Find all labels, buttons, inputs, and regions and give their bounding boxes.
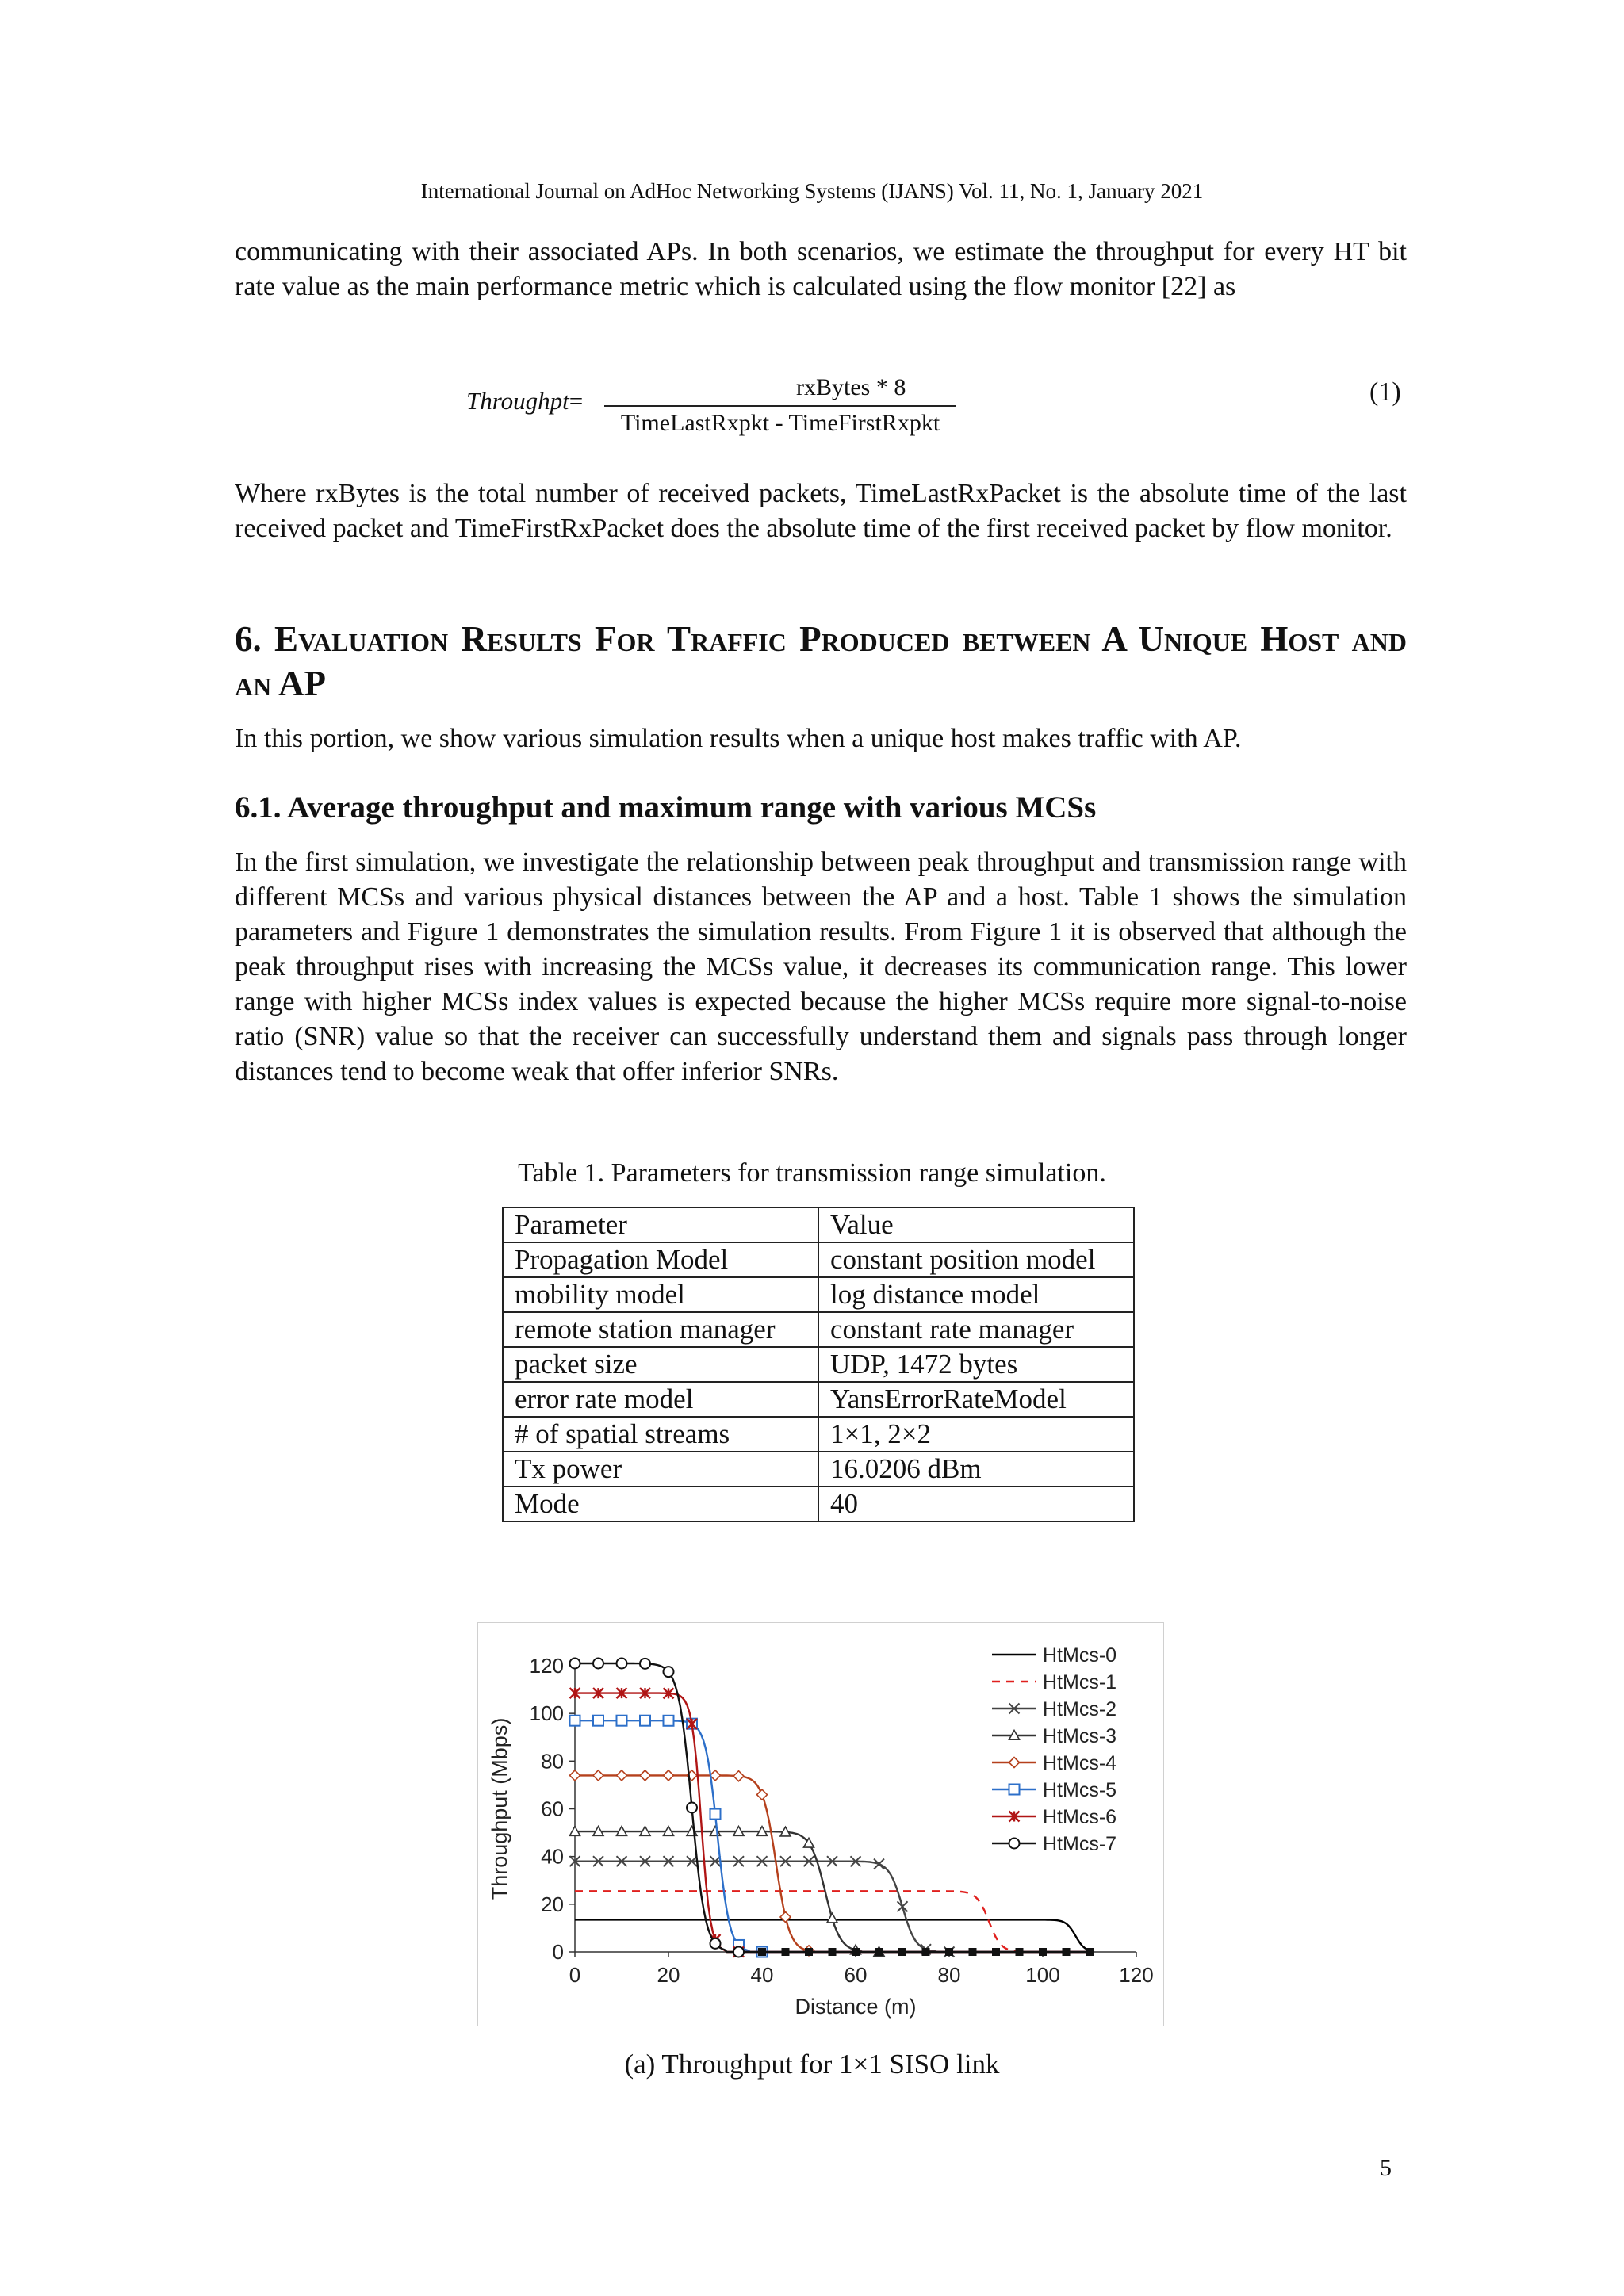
zero-marker — [1016, 1948, 1024, 1956]
equation-throughput — [0, 363, 1624, 450]
y-tick-label: 20 — [541, 1892, 564, 1916]
table-row — [503, 1382, 1134, 1417]
y-tick-label: 0 — [552, 1940, 564, 1964]
equation-denominator: TimeLastRxpkt - TimeFirstRxpkt — [620, 410, 940, 436]
data-point — [593, 1658, 603, 1668]
zero-marker — [992, 1948, 1000, 1956]
table-cell-parameter: error rate model — [503, 1382, 818, 1417]
table-cell-parameter: Mode — [503, 1487, 818, 1521]
table-cell-value: log distance model — [818, 1277, 1134, 1312]
zero-marker — [1063, 1948, 1071, 1956]
y-tick-label: 120 — [529, 1654, 564, 1678]
figure-caption: (a) Throughput for 1×1 SISO link — [624, 2049, 1000, 2080]
data-point — [593, 1716, 603, 1726]
zero-marker — [1086, 1948, 1094, 1956]
data-point — [640, 1659, 650, 1669]
data-point — [664, 1716, 674, 1726]
data-point — [570, 1770, 580, 1781]
zero-marker — [945, 1948, 953, 1956]
y-tick-label: 40 — [541, 1844, 564, 1869]
series-line-htmcs-2 — [575, 1862, 1090, 1952]
legend-label: HtMcs-3 — [1043, 1725, 1117, 1747]
legend-entry — [992, 1806, 1116, 1828]
table-cell-value: 16.0206 dBm — [818, 1452, 1134, 1487]
zero-marker — [898, 1948, 906, 1956]
series-htmcs-7 — [570, 1658, 1094, 1957]
table-row — [503, 1452, 1134, 1487]
data-point — [710, 1809, 721, 1820]
zero-marker — [805, 1948, 813, 1956]
data-point — [664, 1770, 674, 1781]
paragraph-section-intro: In this portion, we show various simulation results when a unique host makes traffic with AP. — [235, 724, 1242, 753]
equation-number: (1) — [1369, 377, 1401, 407]
data-point — [664, 1667, 674, 1677]
zero-marker — [852, 1948, 860, 1956]
series-htmcs-0 — [575, 1919, 1090, 1950]
table-row — [503, 1277, 1134, 1312]
table-cell-value: constant position model — [818, 1242, 1134, 1277]
series-htmcs-4 — [570, 1770, 1094, 1956]
series-htmcs-2 — [570, 1856, 1094, 1957]
zero-marker — [969, 1948, 977, 1956]
legend-label: HtMcs-4 — [1043, 1752, 1117, 1774]
table-row — [503, 1347, 1134, 1382]
y-tick-label: 60 — [541, 1797, 564, 1821]
x-tick-label: 0 — [569, 1963, 581, 1987]
data-point — [593, 1770, 603, 1781]
data-point — [640, 1770, 650, 1781]
legend-label: HtMcs-6 — [1043, 1806, 1117, 1828]
table-cell-value: UDP, 1472 bytes — [818, 1347, 1134, 1382]
data-point — [733, 1947, 744, 1957]
x-tick-label: 120 — [1119, 1963, 1154, 1987]
table-cell-parameter: Propagation Model — [503, 1242, 818, 1277]
legend-entry — [992, 1671, 1116, 1693]
paragraph-intro: communicating with their associated APs. In both scenarios, we estimate the throughput for every HT bit rate value as the main performance metric which is calculated using the flow monitor [22] as — [235, 237, 1407, 301]
table-cell-parameter: packet size — [503, 1347, 818, 1382]
table-cell-value: constant rate manager — [818, 1312, 1134, 1347]
series-line-htmcs-4 — [575, 1775, 1090, 1952]
x-tick-label: 20 — [657, 1963, 680, 1987]
table-row — [503, 1487, 1134, 1521]
data-point — [687, 1802, 697, 1812]
legend-entry — [992, 1779, 1116, 1801]
x-tick-label: 80 — [937, 1963, 961, 1987]
running-head: International Journal on AdHoc Networking Systems (IJANS) Vol. 11, No. 1, January 2021 — [420, 179, 1204, 203]
equation-numerator: rxBytes * 8 — [796, 374, 906, 400]
table-caption: Table 1. Parameters for transmission range simulation. — [518, 1158, 1106, 1188]
zero-marker — [1039, 1948, 1047, 1956]
equation-lhs-symbol: Throughpt — [466, 387, 569, 415]
paragraph-simulation: In the first simulation, we investigate the relationship between peak throughput and transmission range with different MCSs and various physical distances between the AP and a host. Table 1 shows the simulation parameters and Figure 1 demonstrates the simulation results. From Figure 1 it is observed that although the peak throughput rises with increasing the MCSs value, it decreases its communication range. This lower range with higher MCSs index values is expected because the higher MCSs require more signal-to-noise ratio (SNR) value so that the receiver can successfully understand them and signals pass through longer distances tend to become weak that offer inferior SNRs. — [235, 848, 1407, 1086]
zero-marker — [922, 1948, 930, 1956]
table-cell-parameter: # of spatial streams — [503, 1417, 818, 1452]
table-cell-parameter: Parameter — [503, 1207, 818, 1242]
zero-marker — [829, 1948, 837, 1956]
table-cell-value: 1×1, 2×2 — [818, 1417, 1134, 1452]
legend-entry — [992, 1725, 1116, 1747]
equation-equals: = — [569, 387, 584, 415]
table-row — [503, 1207, 1134, 1242]
data-point — [570, 1658, 580, 1668]
x-tick-label: 100 — [1025, 1963, 1060, 1987]
x-axis-title: Distance (m) — [795, 1995, 917, 2019]
table-cell-value: 40 — [818, 1487, 1134, 1521]
data-point — [757, 1789, 768, 1800]
y-tick-label: 100 — [529, 1701, 564, 1726]
legend-entry — [992, 1644, 1116, 1667]
data-point — [617, 1659, 627, 1669]
x-tick-label: 40 — [750, 1963, 774, 1987]
section-heading: 6. Evaluation Results For Traffic Produced between A Unique Host and an AP — [235, 619, 1407, 703]
data-point — [570, 1716, 580, 1726]
zero-marker — [782, 1948, 790, 1956]
subsection-heading: 6.1. Average throughput and maximum range with various MCSs — [235, 790, 1097, 825]
table-row — [503, 1417, 1134, 1452]
legend-entry — [992, 1833, 1116, 1855]
parameters-table — [502, 1207, 1135, 1522]
table-cell-parameter: Tx power — [503, 1452, 818, 1487]
table-cell-parameter: remote station manager — [503, 1312, 818, 1347]
figure-throughput-chart — [477, 1622, 1164, 2026]
legend-label: HtMcs-0 — [1043, 1644, 1117, 1667]
legend-marker — [1009, 1839, 1020, 1849]
data-point — [874, 1859, 884, 1869]
legend-label: HtMcs-2 — [1043, 1698, 1117, 1720]
legend-label: HtMcs-5 — [1043, 1779, 1117, 1801]
data-point — [710, 1938, 721, 1949]
x-tick-label: 60 — [844, 1963, 868, 1987]
data-point — [827, 1913, 837, 1923]
page-number: 5 — [1380, 2155, 1392, 2181]
table-cell-value: Value — [818, 1207, 1134, 1242]
zero-marker — [758, 1948, 766, 1956]
data-point — [617, 1716, 627, 1726]
legend-marker — [1009, 1785, 1020, 1795]
y-axis-title: Throughput (Mbps) — [488, 1717, 511, 1900]
data-point — [617, 1770, 627, 1781]
legend-label: HtMcs-1 — [1043, 1671, 1117, 1693]
data-point — [733, 1771, 744, 1781]
table-cell-parameter: mobility model — [503, 1277, 818, 1312]
table-row — [503, 1242, 1134, 1277]
series-line-htmcs-0 — [575, 1919, 1090, 1950]
throughput-chart-svg — [478, 1623, 1163, 2026]
legend-label: HtMcs-7 — [1043, 1833, 1117, 1855]
y-tick-label: 80 — [541, 1749, 564, 1774]
paragraph-definitions: Where rxBytes is the total number of received packets, TimeLastRxPacket is the absolute time of the last received packet and TimeFirstRxPacket does the absolute time of the first received packet by flow monitor. — [235, 479, 1407, 543]
legend-entry — [992, 1698, 1116, 1720]
table-row — [503, 1312, 1134, 1347]
equation-fraction-bar — [604, 405, 956, 407]
table-cell-value: YansErrorRateModel — [818, 1382, 1134, 1417]
zero-marker — [875, 1948, 883, 1956]
data-point — [898, 1901, 908, 1911]
data-point — [640, 1716, 650, 1726]
legend-entry — [992, 1752, 1116, 1774]
equation-lhs — [466, 387, 583, 415]
legend-marker — [1009, 1758, 1020, 1768]
